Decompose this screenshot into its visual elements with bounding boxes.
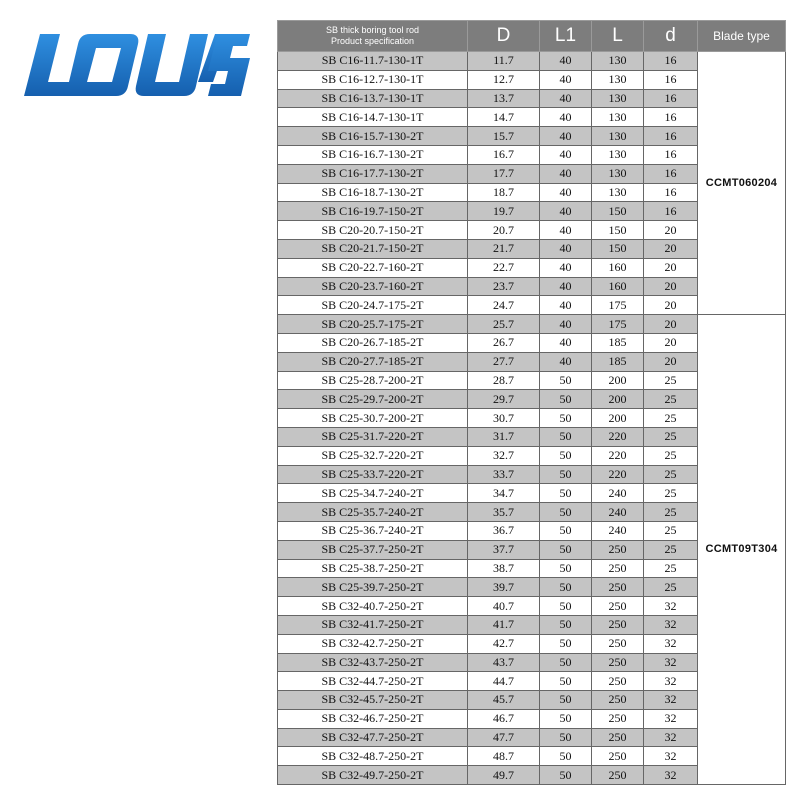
header-row xyxy=(278,21,786,52)
cell-d: 25 xyxy=(644,540,698,559)
cell-d: 25 xyxy=(644,390,698,409)
cell-d: 46.7 xyxy=(468,709,540,728)
table-body xyxy=(278,52,786,785)
cell-d: 26.7 xyxy=(468,333,540,352)
header-product-spec xyxy=(278,21,468,52)
cell-l: 240 xyxy=(592,484,644,503)
cell-l: 250 xyxy=(592,766,644,785)
cell-d: 16 xyxy=(644,145,698,164)
cell-model: SB C32-42.7-250-2T xyxy=(278,634,468,653)
cell-l: 250 xyxy=(592,559,644,578)
cell-d: 32 xyxy=(644,597,698,616)
blade-type-label: CCMT060204 xyxy=(705,176,778,189)
cell-d: 44.7 xyxy=(468,672,540,691)
cell-d: 20 xyxy=(644,315,698,334)
cell-l1: 50 xyxy=(540,559,592,578)
blade-type-label: CCMT09T304 xyxy=(705,543,778,556)
cell-l: 150 xyxy=(592,239,644,258)
cell-d: 33.7 xyxy=(468,465,540,484)
cell-l: 130 xyxy=(592,89,644,108)
cell-l: 200 xyxy=(592,390,644,409)
cell-model: SB C20-20.7-150-2T xyxy=(278,221,468,240)
cell-model: SB C32-41.7-250-2T xyxy=(278,615,468,634)
cell-d: 20.7 xyxy=(468,221,540,240)
cell-l: 200 xyxy=(592,371,644,390)
cell-d: 30.7 xyxy=(468,409,540,428)
cell-d: 25 xyxy=(644,484,698,503)
cell-l1: 50 xyxy=(540,409,592,428)
brand-logo xyxy=(24,26,250,100)
cell-l: 250 xyxy=(592,634,644,653)
cell-l1: 50 xyxy=(540,597,592,616)
cell-d: 25 xyxy=(644,578,698,597)
cell-d: 18.7 xyxy=(468,183,540,202)
cell-l1: 40 xyxy=(540,127,592,146)
cell-d: 43.7 xyxy=(468,653,540,672)
cell-d: 48.7 xyxy=(468,747,540,766)
cell-l: 130 xyxy=(592,70,644,89)
cell-d: 16 xyxy=(644,89,698,108)
cell-d: 36.7 xyxy=(468,521,540,540)
cell-d: 11.7 xyxy=(468,52,540,71)
cell-model: SB C20-27.7-185-2T xyxy=(278,352,468,371)
header-blade-type: Blade type xyxy=(698,21,786,52)
cell-l: 130 xyxy=(592,127,644,146)
cell-l1: 40 xyxy=(540,108,592,127)
cell-model: SB C16-13.7-130-1T xyxy=(278,89,468,108)
cell-l: 240 xyxy=(592,503,644,522)
cell-l: 250 xyxy=(592,747,644,766)
cell-d: 25.7 xyxy=(468,315,540,334)
cell-l1: 40 xyxy=(540,183,592,202)
cell-l1: 40 xyxy=(540,221,592,240)
cell-d: 25 xyxy=(644,446,698,465)
cell-l1: 40 xyxy=(540,277,592,296)
cell-model: SB C16-12.7-130-1T xyxy=(278,70,468,89)
cell-model: SB C16-17.7-130-2T xyxy=(278,164,468,183)
cell-d: 20 xyxy=(644,296,698,315)
cell-l: 130 xyxy=(592,145,644,164)
cell-l1: 50 xyxy=(540,578,592,597)
cell-model: SB C25-35.7-240-2T xyxy=(278,503,468,522)
cell-d: 23.7 xyxy=(468,277,540,296)
cell-l1: 50 xyxy=(540,521,592,540)
cell-model: SB C20-23.7-160-2T xyxy=(278,277,468,296)
cell-d: 40.7 xyxy=(468,597,540,616)
cell-l: 160 xyxy=(592,258,644,277)
cell-model: SB C25-32.7-220-2T xyxy=(278,446,468,465)
product-spec-table xyxy=(277,20,786,785)
cell-model: SB C25-30.7-200-2T xyxy=(278,409,468,428)
cell-d: 34.7 xyxy=(468,484,540,503)
cell-l1: 50 xyxy=(540,728,592,747)
table-row xyxy=(278,315,786,334)
header-L1: L1 xyxy=(540,21,592,52)
cell-l: 200 xyxy=(592,409,644,428)
cell-model: SB C20-25.7-175-2T xyxy=(278,315,468,334)
cell-l1: 50 xyxy=(540,427,592,446)
cell-d: 25 xyxy=(644,409,698,428)
cell-d: 27.7 xyxy=(468,352,540,371)
cell-d: 16 xyxy=(644,127,698,146)
cell-l: 220 xyxy=(592,465,644,484)
cell-l1: 50 xyxy=(540,390,592,409)
cell-l1: 40 xyxy=(540,315,592,334)
cell-l1: 40 xyxy=(540,70,592,89)
cell-l: 250 xyxy=(592,597,644,616)
cell-model: SB C32-43.7-250-2T xyxy=(278,653,468,672)
cell-l1: 50 xyxy=(540,465,592,484)
cell-l: 250 xyxy=(592,709,644,728)
cell-model: SB C16-18.7-130-2T xyxy=(278,183,468,202)
cell-model: SB C25-28.7-200-2T xyxy=(278,371,468,390)
cell-l1: 50 xyxy=(540,766,592,785)
cell-l1: 40 xyxy=(540,352,592,371)
cell-l1: 50 xyxy=(540,484,592,503)
cell-model: SB C25-29.7-200-2T xyxy=(278,390,468,409)
cell-l: 175 xyxy=(592,315,644,334)
cell-model: SB C32-40.7-250-2T xyxy=(278,597,468,616)
cell-l: 250 xyxy=(592,728,644,747)
cell-d: 16 xyxy=(644,202,698,221)
cell-d: 20 xyxy=(644,239,698,258)
cell-model: SB C20-26.7-185-2T xyxy=(278,333,468,352)
cell-l1: 50 xyxy=(540,653,592,672)
cell-d: 16 xyxy=(644,70,698,89)
cell-d: 45.7 xyxy=(468,691,540,710)
cell-l: 150 xyxy=(592,221,644,240)
header-L: L xyxy=(592,21,644,52)
cell-model: SB C25-31.7-220-2T xyxy=(278,427,468,446)
cell-l: 250 xyxy=(592,615,644,634)
cell-l1: 50 xyxy=(540,672,592,691)
cell-d: 37.7 xyxy=(468,540,540,559)
cell-l1: 50 xyxy=(540,615,592,634)
cell-model: SB C20-21.7-150-2T xyxy=(278,239,468,258)
cell-d: 49.7 xyxy=(468,766,540,785)
cell-model: SB C16-11.7-130-1T xyxy=(278,52,468,71)
cell-d: 19.7 xyxy=(468,202,540,221)
cell-model: SB C32-48.7-250-2T xyxy=(278,747,468,766)
cell-d: 41.7 xyxy=(468,615,540,634)
cell-model: SB C20-24.7-175-2T xyxy=(278,296,468,315)
cell-l: 130 xyxy=(592,108,644,127)
cell-d: 16 xyxy=(644,164,698,183)
cell-l1: 40 xyxy=(540,164,592,183)
cell-l: 220 xyxy=(592,427,644,446)
cell-l1: 50 xyxy=(540,691,592,710)
cell-d: 25 xyxy=(644,521,698,540)
cell-d: 24.7 xyxy=(468,296,540,315)
cell-d: 35.7 xyxy=(468,503,540,522)
cell-l1: 40 xyxy=(540,333,592,352)
cell-d: 25 xyxy=(644,465,698,484)
cell-model: SB C20-22.7-160-2T xyxy=(278,258,468,277)
cell-l1: 40 xyxy=(540,239,592,258)
cell-l: 130 xyxy=(592,164,644,183)
cell-l1: 40 xyxy=(540,258,592,277)
cell-d: 28.7 xyxy=(468,371,540,390)
cell-l1: 40 xyxy=(540,202,592,221)
cell-d: 32 xyxy=(644,747,698,766)
cell-d: 32 xyxy=(644,728,698,747)
cell-d: 16.7 xyxy=(468,145,540,164)
cell-d: 16 xyxy=(644,52,698,71)
cell-model: SB C25-33.7-220-2T xyxy=(278,465,468,484)
cell-l: 250 xyxy=(592,540,644,559)
cell-d: 16 xyxy=(644,108,698,127)
cell-l1: 50 xyxy=(540,503,592,522)
cell-l1: 40 xyxy=(540,296,592,315)
cell-d: 32 xyxy=(644,653,698,672)
cell-d: 42.7 xyxy=(468,634,540,653)
cell-l: 250 xyxy=(592,653,644,672)
cell-l1: 40 xyxy=(540,89,592,108)
cell-d: 38.7 xyxy=(468,559,540,578)
cell-d: 20 xyxy=(644,221,698,240)
header-spec-line2: Product specification xyxy=(330,36,415,46)
cell-d: 32 xyxy=(644,672,698,691)
cell-l: 250 xyxy=(592,691,644,710)
cell-model: SB C32-49.7-250-2T xyxy=(278,766,468,785)
cell-l1: 50 xyxy=(540,634,592,653)
blade-type-cell xyxy=(698,52,786,315)
cell-l: 240 xyxy=(592,521,644,540)
cell-d: 20 xyxy=(644,277,698,296)
cell-l: 160 xyxy=(592,277,644,296)
cell-d: 47.7 xyxy=(468,728,540,747)
cell-d: 20 xyxy=(644,352,698,371)
cell-model: SB C32-46.7-250-2T xyxy=(278,709,468,728)
blade-type-cell xyxy=(698,315,786,785)
cell-l: 250 xyxy=(592,578,644,597)
cell-d: 20 xyxy=(644,333,698,352)
header-D: D xyxy=(468,21,540,52)
cell-l: 150 xyxy=(592,202,644,221)
cell-d: 32.7 xyxy=(468,446,540,465)
cell-d: 15.7 xyxy=(468,127,540,146)
cell-model: SB C32-45.7-250-2T xyxy=(278,691,468,710)
cell-d: 25 xyxy=(644,371,698,390)
cell-d: 32 xyxy=(644,634,698,653)
cell-d: 16 xyxy=(644,183,698,202)
cell-model: SB C25-37.7-250-2T xyxy=(278,540,468,559)
cell-l1: 50 xyxy=(540,371,592,390)
cell-d: 29.7 xyxy=(468,390,540,409)
cell-l: 130 xyxy=(592,183,644,202)
cell-l: 250 xyxy=(592,672,644,691)
cell-l1: 40 xyxy=(540,145,592,164)
cell-d: 32 xyxy=(644,691,698,710)
cell-model: SB C32-44.7-250-2T xyxy=(278,672,468,691)
cell-model: SB C16-15.7-130-2T xyxy=(278,127,468,146)
cell-d: 31.7 xyxy=(468,427,540,446)
cell-d: 32 xyxy=(644,615,698,634)
cell-l1: 40 xyxy=(540,52,592,71)
cell-model: SB C25-36.7-240-2T xyxy=(278,521,468,540)
cell-model: SB C25-38.7-250-2T xyxy=(278,559,468,578)
cell-model: SB C25-34.7-240-2T xyxy=(278,484,468,503)
cell-l1: 50 xyxy=(540,540,592,559)
cell-l1: 50 xyxy=(540,747,592,766)
cell-d: 21.7 xyxy=(468,239,540,258)
cell-d: 12.7 xyxy=(468,70,540,89)
cell-d: 25 xyxy=(644,427,698,446)
header-d: d xyxy=(644,21,698,52)
cell-d: 20 xyxy=(644,258,698,277)
cell-d: 32 xyxy=(644,766,698,785)
cell-d: 25 xyxy=(644,559,698,578)
cell-model: SB C16-19.7-150-2T xyxy=(278,202,468,221)
cell-d: 32 xyxy=(644,709,698,728)
cell-d: 39.7 xyxy=(468,578,540,597)
cell-l1: 50 xyxy=(540,709,592,728)
cell-l: 185 xyxy=(592,333,644,352)
cell-l: 175 xyxy=(592,296,644,315)
cell-model: SB C25-39.7-250-2T xyxy=(278,578,468,597)
header-spec-line1: SB thick boring tool rod xyxy=(325,25,420,35)
cell-d: 14.7 xyxy=(468,108,540,127)
table-row xyxy=(278,52,786,71)
cell-model: SB C16-14.7-130-1T xyxy=(278,108,468,127)
cell-l: 185 xyxy=(592,352,644,371)
cell-l: 130 xyxy=(592,52,644,71)
cell-d: 25 xyxy=(644,503,698,522)
cell-d: 17.7 xyxy=(468,164,540,183)
cell-l: 220 xyxy=(592,446,644,465)
cell-d: 22.7 xyxy=(468,258,540,277)
cell-l1: 50 xyxy=(540,446,592,465)
cell-model: SB C32-47.7-250-2T xyxy=(278,728,468,747)
cell-model: SB C16-16.7-130-2T xyxy=(278,145,468,164)
cell-d: 13.7 xyxy=(468,89,540,108)
